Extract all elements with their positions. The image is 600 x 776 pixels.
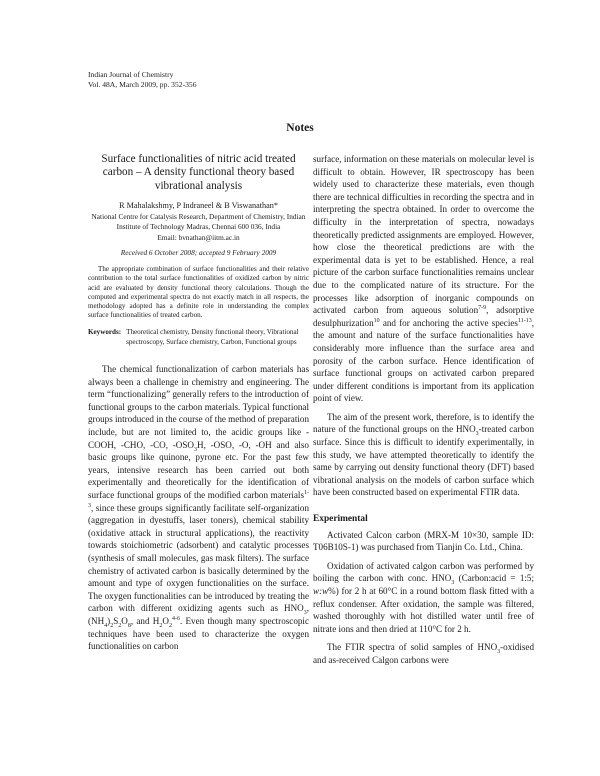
intro-paragraph-2: surface, information on these materials on molecular level is difficult to obtain. However, IR spectroscopy has been widely used to characterize these materials, even though there are technical difficulties in recording the spectra and in interpreting the spectra obtained. In order to overcome the difficulty in the interpretation of spectra, nowadays theoretically predicted assignments are employed. However, how close the theoretical predictions are with the experimental data is yet to be established. Hence, a real picture of the carbon surface functionalities remains unclear due to the complicated nature of its structure. For the processes like adsorption of inorganic compounds on activated carbon from aqueous solution$^{7-9}$, adsorptive desulphurization$^{10}$ and for anchoring the active species$^{11-13}$, the amount and nature of the surface functionalities have considerably more influence than the surface area and porosity of the carbon surface. Hence identification of surface functional groups on activated carbon prepared under different conditions is important from its application point of view.	[313, 154, 534, 404]
experimental-heading: Experimental	[313, 514, 368, 525]
keywords	[88, 328, 309, 347]
experimental-paragraph-3: The FTIR spectra of solid samples of $HNO_3$-oxidised and as-received Calgon carbons were	[313, 642, 534, 665]
keywords-label: Keywords:	[88, 328, 122, 337]
section-title: Notes	[286, 122, 314, 134]
keywords-text: Theoretical chemistry, Density functional theory, Vibrational spectroscopy, Surface chemistry, Carbon, Functional groups	[126, 328, 299, 346]
affiliation: National Centre for Catalysis Research, Department of Chemistry, Indian Institute of Technology Madras, Chennai 600 036, India	[91, 212, 306, 231]
email[interactable]: Email: bvnathan@iitm.ac.in	[157, 233, 240, 243]
article-title: Surface functionalities of nitric acid treated carbon – A density functional theory based vibrational analysis	[101, 153, 296, 192]
journal-name: Indian Journal of Chemistry	[88, 70, 174, 79]
received-date: Received 6 October 2008; accepted 9 February 2009	[120, 248, 277, 258]
right-column	[313, 153, 534, 667]
abstract: The appropriate combination of surface functionalities and their relative contribution to the total surface functionalities of oxidized carbon by nitric acid are evaluated by density functional theory calculations. Though the computed and experimental spectra do not exactly match in all respects, the methodology adopted has a definite role in understanding the complex surface functionalities of treated carbon.	[88, 265, 309, 320]
authors: R Mahalakshmy, P Indraneel & B Viswanathan*	[119, 201, 278, 211]
experimental-paragraph-2: Oxidation of activated calgon carbon was performed by boiling the carbon with conc. $HNO_3$ (Carbon:acid = 1:5; w:w%) for 2 h at 60°C in a round bottom flask fitted with a reflux condenser. After oxidation, the sample was filtered, washed thoroughly with hot distilled water until free of nitrate ions and then dried at 110°C for 2 h.	[313, 560, 534, 634]
experimental-paragraph-1: Activated Calcon carbon (MRX-M 10×30, sample ID: T06B10S-1) was purchased from Tianjin Co. Ltd., China.	[313, 529, 534, 553]
left-column	[88, 153, 309, 653]
journal-citation: Vol. 48A, March 2009, pp. 352-356	[88, 80, 197, 89]
intro-paragraph-1: The chemical functionalization of carbon materials has always been a challenge in chemistry and engineering. The term “functionalizing” generally refers to the introduction of functional groups to the carbon materials. Typical functional groups introduced in the course of the method of preparation include, but are not limited to, the acidic groups like -COOH, -CHO, -CO, $-OSO_3H$, -OSO, -O, -OH and also basic groups like quinone, pyrone etc. For the past few years, intensive research has been carried out both experimentally and theoretically for the identification of surface functional groups of the modified carbon materials$^{1-3}$, since these groups significantly facilitate self-organization (aggregation in dyestuffs, laser toners), chemical stability (oxidative attack in structural applications), the reactivity towards stoichiometric (adsorbent) and catalytic processes (synthesis of small molecules, gas mask filters). The surface chemistry of activated carbon is basically determined by the amount and type of oxygen functionalities on the surface. The oxygen functionalities can be introduced by treating the carbon with different oxidizing agents such as $HNO_3$, $(NH_4)_2S_2O_8$, and $H_2O_2^{4-6}$. Even though many spectroscopic techniques have been used to characterize the oxygen functionalities on carbon	[88, 364, 309, 652]
journal-header	[88, 70, 197, 90]
aim-paragraph: The aim of the present work, therefore, is to identify the nature of the functional groups on the $HNO_3$-treated carbon surface. Since this is difficult to identify experimentally, in this study, we have attempted theoretically to identify the same by carrying out density functional theory (DFT) based vibrational analysis on the models of carbon surface which have been constructed based on experimental FTIR data.	[313, 411, 534, 498]
